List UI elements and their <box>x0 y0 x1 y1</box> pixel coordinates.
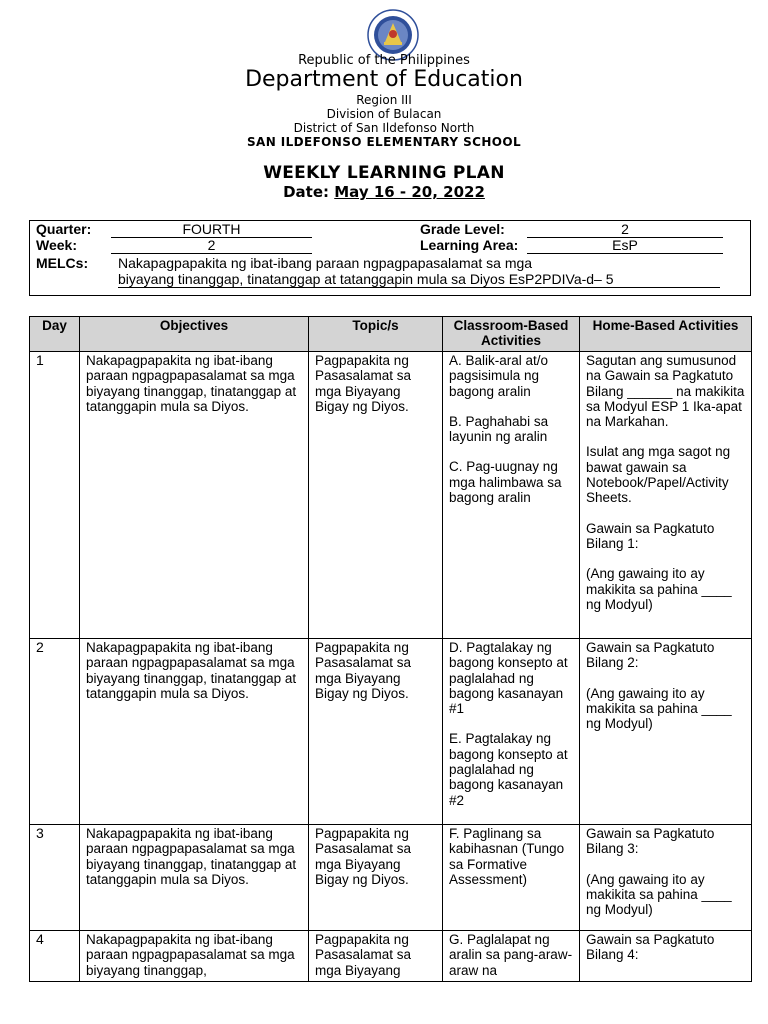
activity-item: G. Paglalapat ng aralin sa pang-araw-araw na <box>449 932 573 978</box>
objectives-cell: Nakapagpapakita ng ibat-ibang paraan ngpagpapasalamat sa mga biyayang tinanggap, tinatanggap at tatanggapin mula sa Diyos. <box>80 352 309 639</box>
table-row <box>30 931 752 982</box>
home-activity-item: Gawain sa Pagkatuto Bilang 2: <box>586 640 715 671</box>
header-classroom-activities: Classroom-Based Activities <box>443 317 580 352</box>
classroom-activities-cell <box>443 639 580 825</box>
header-topics: Topic/s <box>309 317 443 352</box>
plan-date <box>0 183 768 201</box>
melcs-line-2: biyayang tinanggap, tinatanggap at tatanggapin mula sa Diyos EsP2PDIVa-d– 5 <box>118 271 720 288</box>
table-row <box>30 639 752 825</box>
classroom-activities-cell <box>443 931 580 982</box>
republic-line: Republic of the Philippines <box>298 53 470 68</box>
region-line: Region III <box>356 93 412 107</box>
melcs-label: MELCs: <box>36 255 89 271</box>
date-label: Date: <box>283 183 329 201</box>
activity-item: C. Pag-uugnay ng mga halimbawa sa bagong aralin <box>449 459 562 506</box>
table-row <box>30 825 752 931</box>
day-cell: 4 <box>30 931 80 982</box>
weekly-plan-table <box>29 316 752 982</box>
quarter-value: FOURTH <box>111 221 312 238</box>
topic-cell: Pagpapakita ng Pasasalamat sa mga Biyayang Bigay ng Diyos. <box>309 352 443 639</box>
school-name: SAN ILDEFONSO ELEMENTARY SCHOOL <box>246 135 522 149</box>
quarter-label: Quarter: <box>36 221 92 237</box>
day-cell: 2 <box>30 639 80 825</box>
melcs-line-1: Nakapagpapakita ng ibat-ibang paraan ngpagpapasalamat sa mga <box>118 255 533 271</box>
classroom-activities-cell <box>443 352 580 639</box>
home-activities-cell <box>580 352 752 639</box>
table-header-row <box>30 317 752 352</box>
week-value: 2 <box>111 237 312 254</box>
department-title: Department of Education <box>245 67 523 92</box>
topic-cell: Pagpapakita ng Pasasalamat sa mga Biyayang <box>309 931 443 982</box>
home-activities-cell <box>580 825 752 931</box>
home-activity-item: Sagutan ang sumusunod na Gawain sa Pagkatuto Bilang ______ na makikita sa Modyul ESP 1 Ika-apat na Markahan. <box>586 353 745 430</box>
district-line: District of San Ildefonso North <box>293 121 475 135</box>
learning-area-label: Learning Area: <box>420 237 519 253</box>
home-activity-item: (Ang gawaing ito ay makikita sa pahina ____ ng Modyul) <box>586 685 732 732</box>
header-home-activities: Home-Based Activities <box>580 317 752 352</box>
objectives-cell: Nakapagpapakita ng ibat-ibang paraan ngpagpapasalamat sa mga biyayang tinanggap, tinatanggap at tatanggapin mula sa Diyos. <box>80 825 309 931</box>
day-cell: 1 <box>30 352 80 639</box>
melcs-value <box>118 255 720 288</box>
home-activity-item: Gawain sa Pagkatuto Bilang 1: <box>586 520 715 551</box>
header-day: Day <box>30 317 80 352</box>
topic-cell: Pagpapakita ng Pasasalamat sa mga Biyayang Bigay ng Diyos. <box>309 639 443 825</box>
home-activity-item: Gawain sa Pagkatuto Bilang 3: <box>586 826 715 857</box>
day-cell: 3 <box>30 825 80 931</box>
learning-area-value: EsP <box>527 237 723 254</box>
activity-item: E. Pagtalakay ng bagong konsepto at paglalahad ng bagong kasanayan #2 <box>449 731 568 808</box>
division-line: Division of Bulacan <box>326 107 442 121</box>
home-activity-item: (Ang gawaing ito ay makikita sa pahina ____ ng Modyul) <box>586 871 732 918</box>
home-activity-item: (Ang gawaing ito ay makikita sa pahina ____ ng Modyul) <box>586 566 732 612</box>
grade-level-value: 2 <box>527 221 723 238</box>
table-row <box>30 352 752 639</box>
plan-info-box <box>29 220 751 296</box>
objectives-cell: Nakapagpapakita ng ibat-ibang paraan ngpagpapasalamat sa mga biyayang tinanggap, <box>80 931 309 982</box>
plan-title: WEEKLY LEARNING PLAN <box>263 163 505 183</box>
grade-level-label: Grade Level: <box>420 221 505 237</box>
classroom-activities-cell <box>443 825 580 931</box>
header-objectives: Objectives <box>80 317 309 352</box>
home-activity-item: Gawain sa Pagkatuto Bilang 4: <box>586 932 715 963</box>
activity-item: D. Pagtalakay ng bagong konsepto at paglalahad ng bagong kasanayan #1 <box>449 640 568 717</box>
activity-item: A. Balik-aral at/o pagsisimula ng bagong aralin <box>449 353 549 399</box>
activity-item: B. Paghahabi sa layunin ng aralin <box>449 413 549 445</box>
topic-cell: Pagpapakita ng Pasasalamat sa mga Biyayang Bigay ng Diyos. <box>309 825 443 931</box>
home-activity-item: Isulat ang mga sagot ng bawat gawain sa Notebook/Papel/Activity Sheets. <box>586 444 731 506</box>
objectives-cell: Nakapagpapakita ng ibat-ibang paraan ngpagpapasalamat sa mga biyayang tinanggap, tinatanggap at tatanggapin mula sa Diyos. <box>80 639 309 825</box>
home-activities-cell <box>580 639 752 825</box>
date-value: May 16 - 20, 2022 <box>334 183 485 201</box>
week-label: Week: <box>36 237 77 253</box>
activity-item: F. Paglinang sa kabihasnan (Tungo sa Formative Assessment) <box>449 826 565 887</box>
home-activities-cell <box>580 931 752 982</box>
